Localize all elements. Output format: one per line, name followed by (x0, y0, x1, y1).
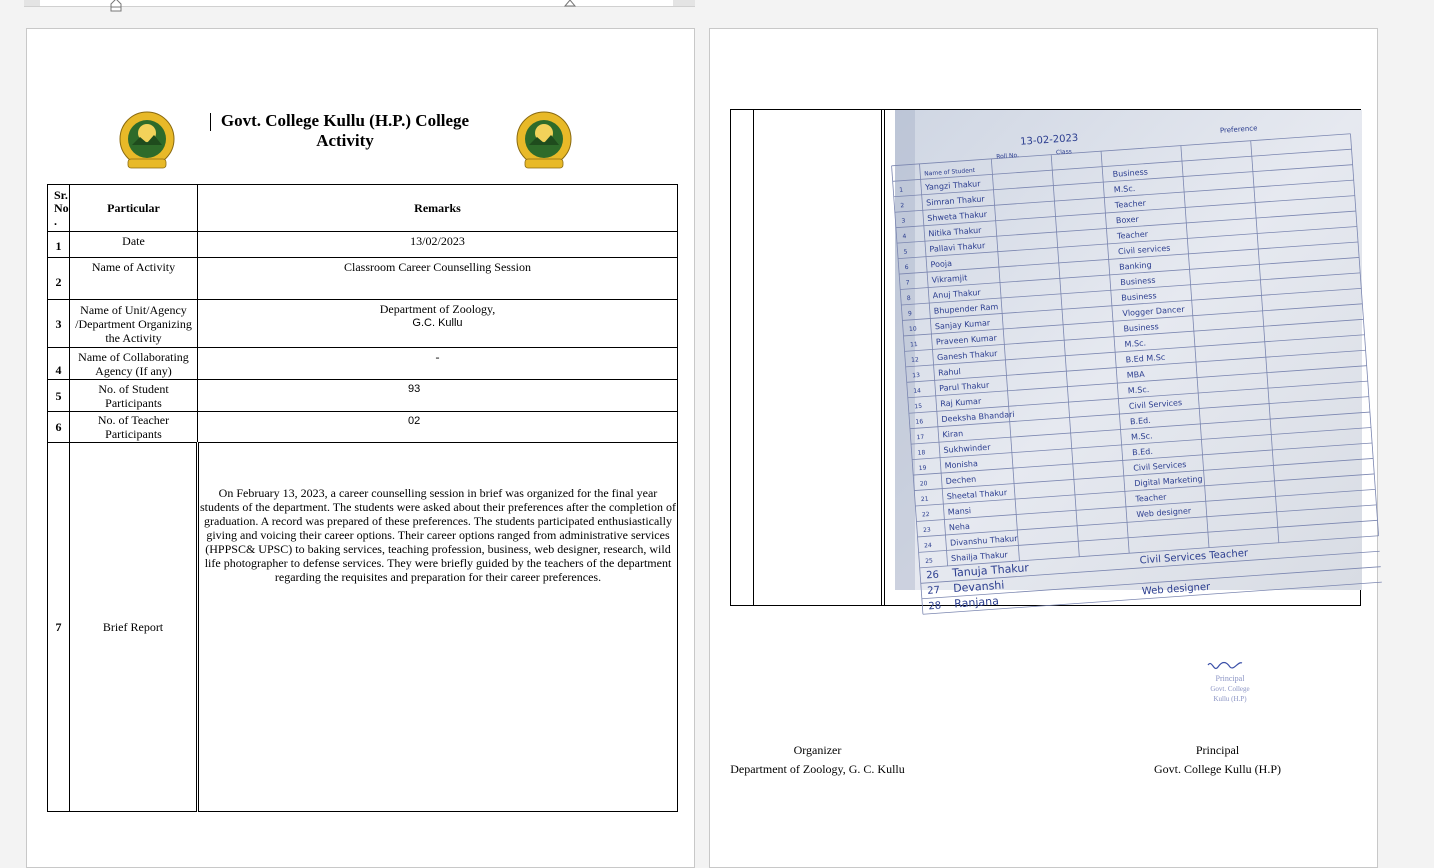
table-header-row (48, 185, 678, 232)
row-number: 7 (48, 443, 70, 812)
row-remarks: 93 (198, 380, 678, 412)
sheet-row-preference: Web designer (1141, 581, 1211, 598)
sheet-row-number: 23 (922, 526, 931, 535)
sheet-row-preference: B.Ed. (1129, 415, 1152, 427)
sheet-row-preference: B.Ed M.Sc (1125, 352, 1166, 365)
sheet-row-number: 13 (912, 371, 921, 380)
sheet-row-name: Vikramjit (931, 273, 968, 285)
table-column-divider (881, 110, 882, 605)
sheet-row-name: Kiran (942, 429, 964, 440)
sheet-row-number: 18 (917, 449, 926, 457)
sheet-row-name: Ganesh Thakur (936, 348, 998, 363)
document-page-2 (709, 28, 1378, 868)
stamp-line-1: Principal (1215, 674, 1245, 683)
row-remarks: 13/02/2023 (198, 232, 678, 258)
sheet-row-name: Mansi (947, 506, 972, 517)
sheet-row-name: Devanshi (952, 578, 1005, 596)
sheet-row-preference: Civil Services (1128, 398, 1183, 411)
sheet-row-preference: Teacher (1135, 492, 1167, 504)
sheet-row-preference: Civil Services Teacher (1139, 547, 1249, 567)
photo-table (730, 109, 1361, 613)
row-particular: Date (70, 232, 198, 258)
sheet-row-preference: Teacher (1114, 198, 1147, 210)
sheet-row-preference: Civil Services (1132, 460, 1187, 473)
stamp-line-2: Govt. College (1210, 685, 1250, 693)
sheet-header-roll: Roll No. (995, 151, 1020, 161)
sheet-row-number: 10 (908, 325, 917, 334)
sheet-row-number: 15 (914, 402, 923, 411)
ruler-inner (40, 0, 673, 6)
sheet-row-preference: M.Sc. (1130, 431, 1153, 442)
header-remarks: Remarks (198, 185, 678, 232)
sheet-row-number: 17 (916, 433, 925, 442)
row-number: 6 (48, 412, 70, 443)
sheet-row-preference: Business (1121, 291, 1157, 303)
brief-report-text[interactable]: On February 13, 2023, a career counselling session in brief was organized for the final year students of the department. The students were asked about their preferences after the completion of graduation. A record was prepared of these preferences. The students participated enthusiastically giving and voicing their career options. Their career options ranged from administrative services (HPPSC& UPSC) to baking services, teaching profession, business, web designer, research, wild life photographer to defense services. They were briefly guided by the teachers of the department regarding the requisites and preparation for their career preferences. (198, 443, 678, 812)
sheet-row-name: Pooja (930, 258, 953, 270)
row-remarks: Classroom Career Counselling Session (198, 258, 678, 300)
sheet-row-name: Bhupender Ram (933, 302, 999, 316)
sheet-row-preference: Digital Marketing (1134, 474, 1203, 489)
row-particular: Name of Collaborating Agency (If any) (70, 348, 198, 380)
header-sr-no: Sr. No . (48, 185, 70, 232)
page-title (212, 111, 478, 151)
sheet-row-number: 16 (915, 418, 924, 426)
organizer-title: Organizer (793, 743, 842, 757)
sheet-row-name: Sanjay Kumar (934, 318, 991, 332)
sheet-row-number: 9 (907, 310, 913, 318)
header-particular: Particular (70, 185, 198, 232)
principal-signature-stamp (1200, 657, 1260, 709)
remarks-line-2: G.C. Kullu (412, 317, 463, 329)
activity-table (47, 184, 678, 812)
sheet-row-preference: M.Sc. (1127, 384, 1150, 396)
sheet-row-number: 21 (920, 495, 929, 504)
table-row (48, 258, 678, 300)
title-line-1: Govt. College Kullu (H.P.) College (220, 111, 470, 130)
sheet-row-number: 27 (926, 585, 941, 597)
photo-shadow (895, 110, 915, 590)
document-page-1 (26, 28, 695, 868)
sheet-row-name: Sheetal Thakur (946, 488, 1008, 502)
sheet-row-number: 26 (925, 569, 940, 582)
sheet-row-name: Tanuja Thakur (951, 561, 1030, 580)
sheet-row-number: 8 (906, 294, 911, 303)
row-number: 1 (48, 232, 70, 258)
sheet-row-number: 5 (903, 248, 908, 256)
text-cursor (210, 113, 211, 131)
sheet-header-class: Class (1055, 148, 1073, 157)
sheet-row-name: Praveen Kumar (935, 333, 998, 347)
row-number: 4 (48, 348, 70, 380)
sheet-row-preference: Banking (1118, 260, 1152, 272)
sheet-row-name: Shailja Thakur (950, 550, 1009, 564)
sheet-row-name: Parul Thakur (938, 380, 990, 394)
title-line-2: Activity (316, 131, 374, 150)
sheet-row-number: 11 (909, 340, 918, 349)
sheet-row-name: Deeksha Bhandari (941, 409, 1015, 424)
sheet-row-number: 25 (925, 557, 934, 565)
sheet-row-preference: M.Sc. (1124, 338, 1147, 350)
sheet-row-name: Shweta Thakur (927, 209, 988, 223)
table-column-divider (753, 110, 754, 605)
row-particular: Name of Unit/Agency /Department Organizing the Activity (70, 300, 198, 348)
organizer-signature-block (710, 741, 925, 779)
row-remarks: 02 (198, 412, 678, 443)
sheet-row-number: 3 (901, 217, 906, 225)
sheet-row-number: 22 (921, 511, 930, 519)
college-seal-icon (118, 109, 176, 173)
sheet-row-number: 1 (899, 186, 904, 194)
sheet-row-preference: Vlogger Dancer (1122, 304, 1185, 319)
sheet-row-name: Neha (948, 521, 971, 533)
row-number: 2 (48, 258, 70, 300)
sheet-row-name: Ranjana (953, 594, 1000, 611)
sheet-row-preference: MBA (1126, 369, 1145, 380)
row-particular: Brief Report (70, 443, 198, 812)
table-column-divider (884, 110, 885, 605)
sheet-row-preference: Boxer (1115, 214, 1140, 226)
table-row (48, 232, 678, 258)
sheet-row-name: Simran Thakur (925, 194, 985, 208)
sheet-row-number: 24 (923, 541, 933, 550)
principal-college: Govt. College Kullu (H.P) (1154, 762, 1281, 776)
sheet-row-name: Rahul (937, 367, 962, 378)
sheet-header-preference: Preference (1219, 124, 1258, 135)
sheet-row-preference: Business (1119, 275, 1156, 288)
row-particular: No. of Student Participants (70, 380, 198, 412)
sheet-row-name: Yangzi Thakur (924, 179, 981, 193)
sheet-row-number: 14 (913, 387, 922, 395)
sheet-row-name: Dechen (945, 474, 977, 486)
sheet-row-number: 4 (902, 232, 907, 241)
sheet-row-preference: Web designer (1136, 506, 1192, 520)
row-number: 5 (48, 380, 70, 412)
sheet-row-name: Raj Kumar (940, 396, 982, 409)
sheet-row-preference: Teacher (1116, 229, 1149, 241)
table-row (48, 412, 678, 443)
table-row (48, 443, 678, 812)
sheet-row-preference: M.Sc. (1113, 183, 1136, 195)
sheet-row-number: 7 (905, 279, 910, 287)
organizer-department: Department of Zoology, G. C. Kullu (730, 762, 905, 776)
sheet-row-number: 20 (919, 480, 928, 488)
row-particular: Name of Activity (70, 258, 198, 300)
sheet-row-preference: B.Ed. (1131, 446, 1154, 458)
sheet-row-number: 19 (918, 464, 927, 473)
sheet-header-name: Name of Student (923, 167, 976, 178)
attendance-sheet-photo (895, 110, 1362, 613)
table-row (48, 300, 678, 348)
college-seal-icon (515, 109, 573, 173)
sheet-row-name: Divanshu Thakur (949, 533, 1018, 548)
sheet-date: 13-02-2023 (1019, 132, 1079, 148)
sheet-row-number: 6 (904, 263, 909, 272)
principal-signature-block (1130, 741, 1305, 779)
stamp-line-3: Kullu (H.P) (1213, 695, 1247, 703)
remarks-line-1: Department of Zoology, (379, 302, 496, 316)
ruler-strip (24, 0, 695, 7)
sheet-row-name: Nitika Thakur (928, 225, 982, 239)
row-number: 3 (48, 300, 70, 348)
row-remarks: - (198, 348, 678, 380)
sheet-row-name: Pallavi Thakur (929, 241, 986, 254)
right-indent-marker-icon[interactable] (564, 0, 576, 12)
row-remarks-cell (198, 300, 678, 348)
sheet-row-preference: Civil services (1117, 243, 1171, 257)
sheet-row-name: Monisha (944, 459, 979, 471)
sheet-row-name: Sukhwinder (943, 442, 991, 455)
sheet-row-preference: Business (1112, 167, 1149, 179)
row-particular: No. of Teacher Participants (70, 412, 198, 443)
sheet-row-number: 2 (900, 202, 905, 210)
sheet-row-number: 28 (928, 600, 942, 613)
sheet-row-name: Anuj Thakur (932, 287, 981, 301)
indent-marker-icon[interactable] (110, 0, 122, 12)
sheet-row-preference: Business (1123, 322, 1160, 334)
table-row (48, 380, 678, 412)
principal-title: Principal (1195, 743, 1240, 757)
table-row (48, 348, 678, 380)
sheet-row-number: 12 (910, 356, 920, 364)
